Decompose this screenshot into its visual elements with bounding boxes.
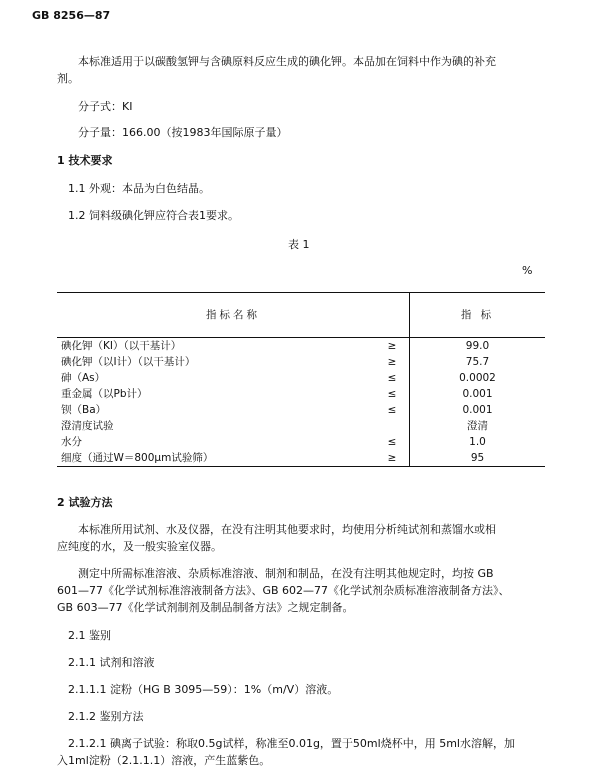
row-symbol: ≤ xyxy=(387,372,397,384)
general-note-line-1: 本标准所用试剂、水及仪器，在没有注明其他要求时，均使用分析纯试剂和蒸馏水或相 xyxy=(78,523,496,536)
reference-note-line-2: 601—77《化学试剂标准溶液制备方法》、GB 602—77《化学试剂杂质标准溶液制备方法》、 xyxy=(57,584,510,597)
table-header-row xyxy=(57,292,545,338)
row-symbol xyxy=(375,418,410,434)
row-symbol: ≤ xyxy=(387,388,397,400)
row-value: 0.0002 xyxy=(410,370,546,386)
intro-paragraph-line-1: 本标准适用于以碳酸氢钾与含碘原料反应生成的碘化钾。本品加在饲料中作为碘的补充 xyxy=(78,55,496,68)
clause-1-2: 1.2 饲料级碘化钾应符合表1要求。 xyxy=(68,209,239,222)
row-name: 钡（Ba） xyxy=(61,404,107,416)
molecular-formula: 分子式：KI xyxy=(78,100,133,113)
section-1-title: 1 技术要求 xyxy=(57,154,113,167)
clause-1-1: 1.1 外观：本品为白色结晶。 xyxy=(68,182,210,195)
standard-number: GB 8256—87 xyxy=(32,9,111,22)
row-name: 澄清度试验 xyxy=(61,420,114,432)
table-row xyxy=(57,370,545,386)
row-name: 水分 xyxy=(61,436,82,448)
table-unit: % xyxy=(522,264,533,277)
general-note-line-2: 应纯度的水，及一般实验室仪器。 xyxy=(57,540,222,553)
row-name: 碘化钾（KI）（以干基计） xyxy=(61,340,182,352)
spec-table xyxy=(57,292,545,467)
reference-note-line-3: GB 603—77《化学试剂制剂及制品制备方法》之规定制备。 xyxy=(57,601,354,614)
header-indicator-name: 指标名称 xyxy=(57,292,410,338)
clause-2-1-1-1: 2.1.1.1 淀粉（HG B 3095—59）：1%（m/V）溶液。 xyxy=(68,683,339,696)
table-row xyxy=(57,402,545,418)
row-value: 0.001 xyxy=(410,402,546,418)
table-row xyxy=(57,450,545,467)
row-symbol: ≥ xyxy=(387,356,397,368)
table-caption: 表 1 xyxy=(288,238,310,251)
row-value: 0.001 xyxy=(410,386,546,402)
row-symbol: ≤ xyxy=(387,436,397,448)
row-value: 1.0 xyxy=(410,434,546,450)
clause-2-1-2-1-line-2: 入1ml淀粉（2.1.1.1）溶液，产生蓝紫色。 xyxy=(57,754,271,767)
table-row xyxy=(57,354,545,370)
row-name: 砷（As） xyxy=(61,372,106,384)
row-name: 重金属（以Pb计） xyxy=(61,388,148,400)
row-value: 澄清 xyxy=(410,418,546,434)
clause-2-1: 2.1 鉴别 xyxy=(68,629,111,642)
row-name: 细度（通过W＝800μm试验筛） xyxy=(57,450,375,467)
table-row xyxy=(57,418,545,434)
table-row xyxy=(57,434,545,450)
row-value: 99.0 xyxy=(410,338,546,355)
molecular-weight: 分子量：166.00（按1983年国际原子量） xyxy=(78,126,288,139)
clause-2-1-2: 2.1.2 鉴别方法 xyxy=(68,710,144,723)
row-symbol: ≥ xyxy=(387,340,397,352)
row-name: 碘化钾（以I计）（以干基计） xyxy=(61,356,196,368)
row-symbol: ≤ xyxy=(387,404,397,416)
clause-2-1-1: 2.1.1 试剂和溶液 xyxy=(68,656,155,669)
row-value: 75.7 xyxy=(410,354,546,370)
row-symbol: ≥ xyxy=(375,450,410,467)
intro-paragraph-line-2: 剂。 xyxy=(57,72,79,85)
clause-2-1-2-1-line-1: 2.1.2.1 碘离子试验：称取0.5g试样，称准至0.01g，置于50ml烧杯中，用 5ml水溶解，加 xyxy=(68,737,515,750)
table-row xyxy=(57,386,545,402)
table-row xyxy=(57,338,545,355)
section-2-title: 2 试验方法 xyxy=(57,496,113,509)
row-value: 95 xyxy=(410,450,546,467)
header-indicator-value: 指 标 xyxy=(410,292,546,338)
reference-note-line-1: 测定中所需标准溶液、杂质标准溶液、制剂和制品，在没有注明其他规定时，均按 GB xyxy=(78,567,494,580)
